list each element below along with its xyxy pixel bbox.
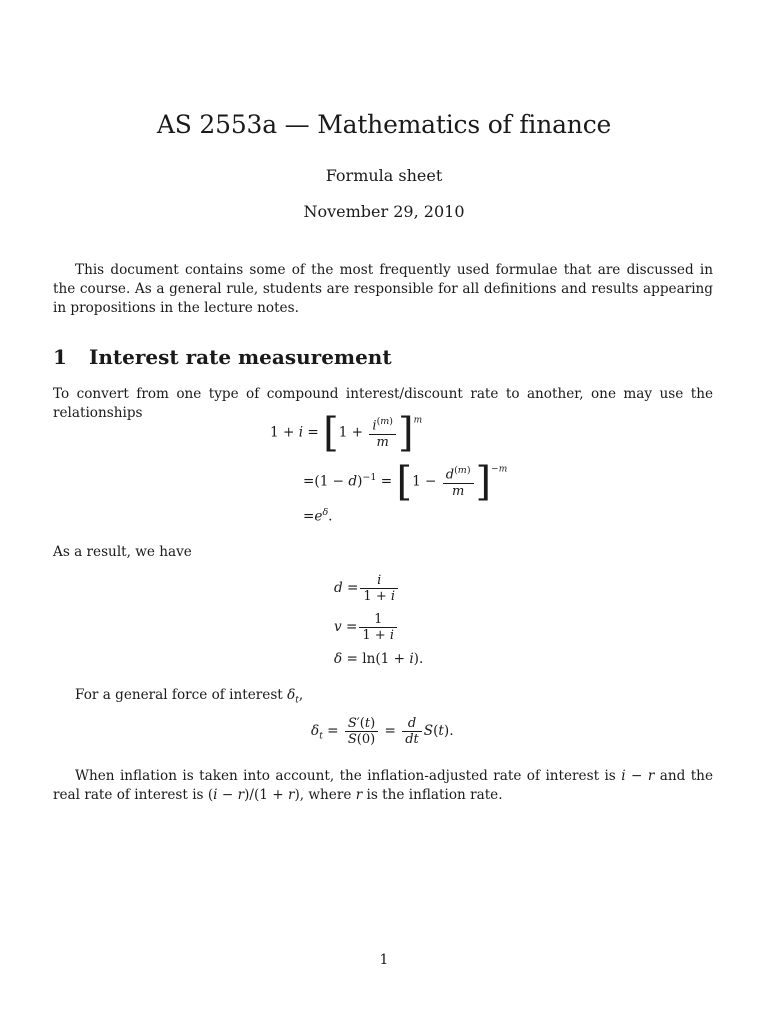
equation-force-of-interest: $\delta_t$ = $\frac{S'(t)}{S(0)}$ = $\frac{d}{dt}$ S(t). [311, 716, 454, 747]
page-number: 1 [379, 952, 389, 968]
inflation-text-a: When inflation is taken into account, the inflation-adjusted rate of interest is [75, 768, 622, 784]
section-paragraph-2: As a result, we have [53, 544, 192, 560]
section-paragraph-4: When inflation is taken into account, the inflation-adjusted rate of interest is i − r and the real rate of interest is (i − r)/(1 + r), where r is the inflation rate. [53, 768, 713, 803]
section-title: Interest rate measurement [89, 345, 392, 369]
equation-compound-line1: 1 + i = [1 + $\frac{i^{(m)}}{m}$ ]$^m$ [270, 410, 423, 456]
equation-compound-line3: $=e^\delta$. [303, 507, 333, 525]
force-of-interest-text: For a general force of interest [75, 687, 288, 703]
equation-compound-line2: $=(1 - d)^{-1} = [1$ − $\frac{d^{(m)}}{m}$ ]$^{-m}$ [303, 459, 508, 505]
equation-d: d = $\frac{i}{1 + i}$ [334, 573, 400, 604]
document-title: AS 2553a — Mathematics of finance [156, 110, 612, 139]
inflation-text-c: , where [299, 787, 356, 803]
section-number: 1 [53, 345, 67, 369]
document-subtitle: Formula sheet [325, 166, 443, 185]
equation-delta: δ = ln(1 + i). [334, 651, 424, 667]
inflation-text-b: and the real rate of interest is [53, 768, 713, 803]
equation-v: v = $\frac{1}{1 + i}$ [334, 612, 399, 643]
section-paragraph-1: To convert from one type of compound interest/discount rate to another, one may use the relationships [53, 386, 713, 421]
intro-paragraph: This document contains some of the most frequently used formulae that are discussed in the course. As a general rule, students are responsible for all definitions and results appearing in propositions in the lecture notes. [53, 262, 713, 316]
section-heading [53, 345, 392, 369]
section-paragraph-3: For a general force of interest $\delta_t$, [75, 687, 304, 706]
document-date: November 29, 2010 [303, 202, 465, 221]
inflation-text-d: is the inflation rate. [362, 787, 503, 803]
